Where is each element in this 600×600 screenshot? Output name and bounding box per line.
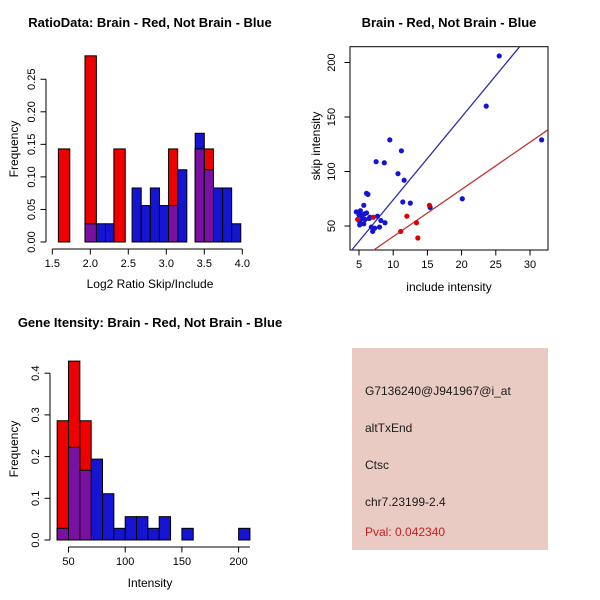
hist-bar bbox=[159, 517, 170, 540]
scatter-point bbox=[497, 53, 502, 58]
hist-bar bbox=[223, 188, 232, 242]
scatter-point bbox=[400, 199, 405, 204]
gene-symbol-text: Ctsc bbox=[365, 458, 389, 472]
x-tick-label: 30 bbox=[523, 259, 537, 271]
scatter-point bbox=[370, 229, 375, 234]
hist-bar bbox=[114, 528, 125, 540]
hist-bar bbox=[148, 528, 159, 540]
x-tick-label: 1.5 bbox=[44, 258, 60, 270]
x-tick-label: 100 bbox=[116, 556, 135, 568]
hist-bar bbox=[178, 170, 187, 242]
scatter-point bbox=[398, 229, 403, 234]
scatter-point bbox=[415, 235, 420, 240]
scatter-point bbox=[361, 221, 366, 226]
x-tick-label: 200 bbox=[229, 556, 248, 568]
y-tick-label: 0.2 bbox=[30, 448, 42, 465]
scatter-ylabel: skip intensity bbox=[309, 111, 323, 181]
scatter-point bbox=[377, 224, 382, 229]
hist-bar bbox=[103, 494, 114, 540]
hist-bar-overlap bbox=[80, 470, 91, 540]
locus-text: chr7.23199-2.4 bbox=[365, 495, 446, 509]
gene-hist-xlabel: Intensity bbox=[127, 576, 173, 590]
scatter-point bbox=[404, 214, 409, 219]
scatter-point bbox=[355, 217, 360, 222]
scatter-point bbox=[414, 220, 419, 225]
y-tick-label: 200 bbox=[326, 53, 338, 72]
scatter-point bbox=[395, 171, 400, 176]
x-tick-label: 5 bbox=[355, 259, 363, 271]
x-tick-label: 10 bbox=[387, 259, 400, 271]
hist-bar bbox=[85, 56, 96, 242]
gene-hist-title: Gene Itensity: Brain - Red, Not Brain - Blue bbox=[17, 315, 283, 330]
scatter-point bbox=[539, 137, 544, 142]
y-tick-label: 0.10 bbox=[26, 166, 38, 188]
fit-line bbox=[352, 47, 520, 250]
hist-bar bbox=[150, 188, 159, 242]
ratio-hist-title: RatioData: Brain - Red, Not Brain - Blue bbox=[28, 15, 272, 30]
hist-bar bbox=[159, 206, 168, 242]
scatter-point bbox=[460, 196, 465, 201]
hist-bar bbox=[96, 224, 105, 242]
hist-bar bbox=[114, 149, 125, 242]
hist-bar bbox=[58, 149, 69, 242]
gene-hist-ylabel: Frequency bbox=[7, 420, 21, 478]
hist-bar bbox=[232, 224, 241, 242]
y-tick-label: 0.4 bbox=[30, 365, 42, 381]
x-tick-label: 3.0 bbox=[158, 258, 174, 270]
y-tick-label: 50 bbox=[326, 219, 338, 233]
y-tick-label: 0.00 bbox=[26, 231, 38, 253]
scatter-point bbox=[371, 215, 376, 220]
hist-bar bbox=[213, 188, 222, 242]
hist-bar bbox=[239, 528, 250, 540]
y-tick-label: 0.20 bbox=[26, 101, 38, 123]
scatter-point bbox=[399, 148, 404, 153]
hist-bar bbox=[106, 224, 114, 242]
x-tick-label: 4.0 bbox=[234, 258, 250, 270]
hist-bar bbox=[132, 188, 141, 242]
x-tick-label: 50 bbox=[62, 556, 75, 568]
x-tick-label: 2.5 bbox=[120, 258, 136, 270]
hist-bar-overlap bbox=[169, 206, 178, 242]
scatter-point bbox=[387, 137, 392, 142]
scatter-point bbox=[408, 201, 413, 206]
hist-bar bbox=[137, 517, 148, 540]
y-tick-label: 0.15 bbox=[26, 133, 38, 156]
x-tick-label: 20 bbox=[455, 259, 468, 271]
splice-type-text: altTxEnd bbox=[365, 421, 413, 435]
scatter-point bbox=[382, 220, 387, 225]
probe-id-text: G7136240@J941967@i_at bbox=[365, 384, 511, 398]
hist-bar-overlap bbox=[85, 224, 96, 242]
pvalue-text: Pval: 0.042340 bbox=[365, 525, 446, 539]
y-tick-label: 100 bbox=[326, 162, 338, 181]
y-tick-label: 0.0 bbox=[30, 532, 42, 548]
ratio-hist-xlabel: Log2 Ratio Skip/Include bbox=[86, 277, 214, 291]
x-tick-label: 25 bbox=[489, 259, 502, 271]
hist-bar-overlap bbox=[204, 170, 213, 242]
y-tick-label: 0.25 bbox=[26, 68, 38, 90]
hist-bar-overlap bbox=[57, 528, 68, 540]
y-tick-label: 0.05 bbox=[26, 198, 38, 221]
x-tick-label: 150 bbox=[172, 556, 192, 568]
y-tick-label: 150 bbox=[326, 107, 338, 127]
hist-bar-overlap bbox=[69, 447, 80, 540]
scatter-point bbox=[361, 203, 366, 208]
hist-bar bbox=[91, 459, 102, 540]
hist-bar bbox=[57, 421, 68, 540]
y-tick-label: 0.1 bbox=[30, 490, 42, 506]
hist-bar bbox=[141, 206, 150, 242]
hist-bar bbox=[182, 528, 193, 540]
x-tick-label: 15 bbox=[421, 259, 434, 271]
scatter-xlabel: include intensity bbox=[406, 280, 492, 294]
scatter-point bbox=[427, 203, 432, 208]
x-tick-label: 2.0 bbox=[82, 258, 98, 270]
y-tick-label: 0.3 bbox=[30, 407, 42, 423]
hist-bar bbox=[125, 517, 136, 540]
scatter-point bbox=[374, 159, 379, 164]
hist-bar-overlap bbox=[195, 149, 204, 242]
ratio-hist-ylabel: Frequency bbox=[7, 120, 21, 178]
gene-info-box bbox=[352, 348, 548, 550]
scatter-point bbox=[484, 104, 489, 109]
x-tick-label: 3.5 bbox=[196, 258, 212, 270]
scatter-point bbox=[402, 178, 407, 183]
scatter-point bbox=[365, 192, 370, 197]
scatter-point bbox=[364, 210, 369, 215]
scatter-title: Brain - Red, Not Brain - Blue bbox=[361, 15, 537, 30]
scatter-point bbox=[382, 160, 387, 165]
